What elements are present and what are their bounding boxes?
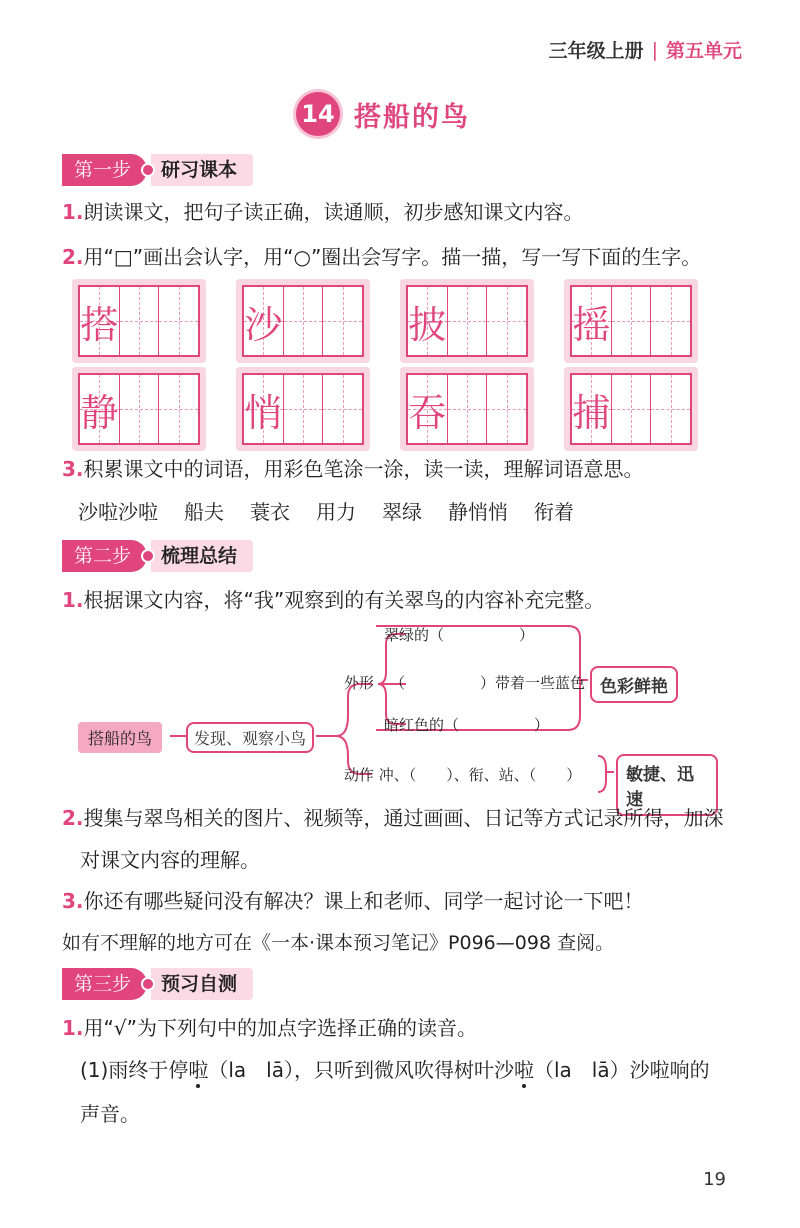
char: 披 [408, 302, 447, 347]
step1-q2 [62, 243, 701, 271]
step-text: 预习自测 [151, 968, 253, 1000]
step2-q2-cont: 对课文内容的理解。 [80, 848, 260, 872]
question-text: 积累课文中的词语，用彩色笔涂一涂，读一读，理解词语意思。 [83, 457, 644, 481]
step-dot [141, 549, 155, 563]
step1-q1 [62, 198, 584, 226]
step-text: 研习课本 [151, 154, 253, 186]
step-dot [141, 977, 155, 991]
step-dot [141, 163, 155, 177]
question-text: 用“√”为下列句中的加点字选择正确的读音。 [83, 1016, 477, 1040]
grade-label: 三年级上册 [548, 40, 644, 62]
page-header [549, 36, 742, 63]
step1-q3 [62, 455, 644, 483]
question-number: 1. [62, 1016, 84, 1040]
map-root: 搭船的鸟 [78, 722, 162, 753]
char: 沙 [244, 302, 283, 347]
map-action[interactable]: 动作 冲、（ ）、衔、站、（ ） [344, 766, 582, 784]
map-a3[interactable]: 暗红色的（ ） [384, 716, 550, 734]
question-text: 用“□”画出会认字，用“○”圈出会写字。描一描，写一写下面的生字。 [83, 245, 702, 269]
sentence-part[interactable]: （la lā），只听到微风吹得树叶沙 [208, 1058, 514, 1082]
word-item[interactable]: 翠绿 [382, 500, 422, 524]
word-item[interactable]: 静悄悄 [448, 500, 508, 524]
char: 捕 [572, 390, 611, 435]
char-box-6[interactable] [236, 367, 370, 451]
reference-note: 如有不理解的地方可在《一本·课本预习笔记》P096—098 查阅。 [62, 932, 615, 954]
sentence-part[interactable]: （la lā）沙啦响的 [533, 1058, 710, 1082]
unit-label: 第五单元 [665, 40, 742, 62]
map-a2[interactable]: （ ）带着一些蓝色 [390, 674, 586, 692]
question-number: 2. [62, 245, 84, 269]
char-box-1[interactable] [72, 279, 206, 363]
char-box-2[interactable] [236, 279, 370, 363]
step2-q1 [62, 586, 604, 614]
step-label: 第二步 [62, 540, 147, 572]
map-appearance: 外形 [344, 674, 375, 692]
step2-q2 [62, 804, 724, 832]
step-3-tag [62, 968, 253, 1000]
sentence-part: (1)雨终于停 [80, 1058, 189, 1082]
question-text: 你还有哪些疑问没有解决？课上和老师、同学一起讨论一下吧！ [83, 889, 644, 913]
step-1-tag [62, 154, 253, 186]
char: 吞 [408, 390, 447, 435]
header-separator: | [651, 38, 658, 61]
step3-q1 [62, 1014, 477, 1042]
dotted-char: 啦 [513, 1058, 534, 1082]
char-box-8[interactable] [564, 367, 698, 451]
char-box-3[interactable] [400, 279, 534, 363]
word-item[interactable]: 用力 [316, 500, 356, 524]
question-number: 3. [62, 889, 84, 913]
mind-map [78, 616, 718, 810]
lesson-title [296, 92, 470, 136]
step3-sentence-1 [80, 1056, 710, 1084]
char: 搭 [80, 302, 119, 347]
question-text: 朗读课文，把句子读正确，读通顺，初步感知课文内容。 [83, 200, 584, 224]
question-number: 2. [62, 806, 84, 830]
word-item[interactable]: 沙啦沙啦 [78, 500, 158, 524]
step2-q3 [62, 887, 644, 915]
question-number: 1. [62, 588, 84, 612]
step-label: 第一步 [62, 154, 147, 186]
char-box-7[interactable] [400, 367, 534, 451]
question-number: 1. [62, 200, 84, 224]
step-2-tag [62, 540, 253, 572]
char: 摇 [572, 302, 611, 347]
map-a1[interactable]: 翠绿的（ ） [384, 626, 535, 644]
page-number: 19 [703, 1169, 726, 1190]
map-mid: 发现、观察小鸟 [186, 722, 314, 753]
char-box-4[interactable] [564, 279, 698, 363]
step-text: 梳理总结 [151, 540, 253, 572]
lesson-number: 14 [296, 92, 340, 136]
question-number: 3. [62, 457, 84, 481]
map-result-1: 色彩鲜艳 [590, 666, 678, 703]
question-text: 搜集与翠鸟相关的图片、视频等，通过画画、日记等方式记录所得，加深 [83, 806, 724, 830]
step3-sentence-1-end: 声音。 [80, 1102, 140, 1126]
lesson-title-text: 搭船的鸟 [354, 101, 470, 133]
char: 悄 [244, 390, 283, 435]
step-label: 第三步 [62, 968, 147, 1000]
word-item[interactable]: 船夫 [184, 500, 224, 524]
char: 静 [80, 390, 119, 435]
question-text: 根据课文内容，将“我”观察到的有关翠鸟的内容补充完整。 [83, 588, 605, 612]
word-item[interactable]: 衔着 [534, 500, 574, 524]
word-item[interactable]: 蓑衣 [250, 500, 290, 524]
char-box-5[interactable] [72, 367, 206, 451]
map-result-2: 敏捷、迅速 [616, 754, 718, 816]
dotted-char: 啦 [188, 1058, 209, 1082]
word-list [78, 496, 574, 525]
